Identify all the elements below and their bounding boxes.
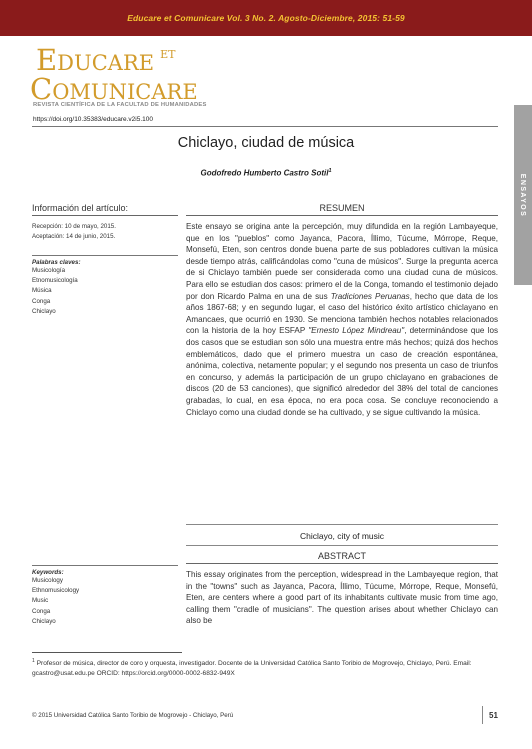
resumen-text: Este ensayo se origina ante la percepción, muy difundida en la región Lambayeque, que en los "pueblos" como Jayanca, Pacora, Íllimo, Túcume, Mórrope, Reque, Monsefú, Eten, son centros donde buena parte de sus pobladores cultivan la música desde tiempo atrás, calificándolas como "cuna de músicos". Surge la pregunta acerca de si Chiclayo también puede ser considerada como una ciudad cuna de músicos. Para ello se estudian dos casos: primero el de la Conga, tomando el testimonio dejado por don Ricardo Palma en una de sus Tradiciones Peruanas, hecho que data de los años 1867-68; y en segundo lugar, el caso del histórico éxito artístico chiclayano en Amancaes, que ocurrió en 1930. Se menciona también hechos notables relacionados con la historia de la hoy ESFAP "Ernesto López Mindreau", determinándose que los dos casos que se estudian son sólo una muestra entre más hechos; quizá dos hechos emblemáticos, dado que el primero muestra un caso de creación espontánea, anónima, colectiva, netamente popular; y el segundo nos presenta un caso de triunfos en concurso, y además la participación de un grupo chiclayano en grabaciones de discos (20 de 53 canciones), que significó alrededor del 38% del total de canciones grabadas, lo cual, en esa época, no era poca cosa. Se concluye reconociendo a Chiclayo como una ciudad donde se ha cultivado, y se sigue cultivando la música. bbox=[186, 222, 498, 417]
divider bbox=[32, 565, 178, 566]
divider bbox=[186, 545, 498, 546]
keywords-label: Palabras claves: bbox=[32, 259, 81, 266]
divider bbox=[32, 215, 178, 216]
article-title: Chiclayo, ciudad de música bbox=[177, 135, 355, 151]
logo-line-comunicare: COMUNICARE bbox=[30, 72, 198, 106]
divider bbox=[32, 255, 178, 256]
abstract-heading: ABSTRACT bbox=[317, 551, 366, 561]
keywords-label: Keywords: bbox=[32, 569, 64, 576]
keywords-en bbox=[32, 565, 178, 627]
keyword-item: Music bbox=[32, 597, 49, 605]
keyword-item: Conga bbox=[32, 297, 51, 305]
keyword-item: Chiclayo bbox=[32, 307, 56, 315]
divider bbox=[186, 215, 498, 216]
footnote bbox=[32, 657, 502, 678]
logo-subtitle: REVISTA CIENTÍFICA DE LA FACULTAD DE HUMANIDADES bbox=[33, 102, 207, 108]
keyword-item: Música bbox=[32, 287, 52, 295]
resumen-heading: RESUMEN bbox=[319, 203, 365, 213]
keyword-item: Musicology bbox=[32, 577, 63, 584]
keyword-item: Chiclayo bbox=[32, 617, 56, 625]
keyword-item: Conga bbox=[32, 607, 51, 615]
divider bbox=[186, 524, 498, 525]
footnote-rule bbox=[32, 652, 182, 653]
page-number: 51 bbox=[482, 706, 504, 724]
author-note-mark: 1 bbox=[328, 168, 332, 174]
running-title: Educare et Comunicare Vol. 3 No. 2. Agosto-Diciembre, 2015: 51-59 bbox=[127, 13, 405, 23]
keyword-item: Ethnomusicology bbox=[32, 587, 80, 595]
section-label: ENSAYOS bbox=[519, 173, 527, 217]
article-dates bbox=[32, 222, 116, 242]
copyright: © 2015 Universidad Católica Santo Toribio de Mogrovejo - Chiclayo, Perú bbox=[32, 712, 234, 719]
received-date: Recepción: 10 de mayo, 2015. bbox=[32, 223, 116, 230]
author-name: Godofredo Humberto Castro Sotil bbox=[200, 168, 329, 178]
accepted-date: Aceptación: 14 de junio, 2015. bbox=[32, 233, 116, 240]
article-info-heading: Información del artículo: bbox=[32, 203, 129, 213]
journal-logo bbox=[30, 40, 270, 112]
footnote-text: Profesor de música, director de coro y orquesta, investigador. Docente de la Universidad Católica Santo Toribio de Mogrovejo, Chiclayo, Perú. Email: gcastro@usat.edu.pe ORCID: https://orcid.org/0000-0002-6832-949X bbox=[32, 660, 472, 677]
keyword-item: Musicología bbox=[32, 267, 66, 274]
divider bbox=[32, 126, 498, 127]
article-author bbox=[0, 168, 532, 178]
journal-header-bar bbox=[0, 0, 532, 36]
keywords-es bbox=[32, 255, 178, 317]
divider bbox=[186, 563, 498, 564]
section-side-tab bbox=[514, 105, 532, 285]
logo-line-educare: EDUCARE $^{ET}$ bbox=[36, 43, 176, 77]
keyword-item: Etnomusicología bbox=[32, 277, 78, 285]
abstract-text: This essay originates from the perception, widespread in the Lambayeque region, that in the "towns" such as Jayanca, Pacora, Íllimo, Túcume, Mórrope, Reque, Monsefú, Eten, are centers where a good part of its inhabitants cultivate music from time ago, calling them "cradle of musicians". The question arises about whether Chiclayo can also be bbox=[186, 570, 498, 626]
doi-link[interactable]: https://doi.org/10.35383/educare.v2i5.100 bbox=[33, 116, 153, 123]
english-title: Chiclayo, city of music bbox=[299, 531, 385, 541]
footnote-mark: 1 bbox=[32, 658, 35, 664]
